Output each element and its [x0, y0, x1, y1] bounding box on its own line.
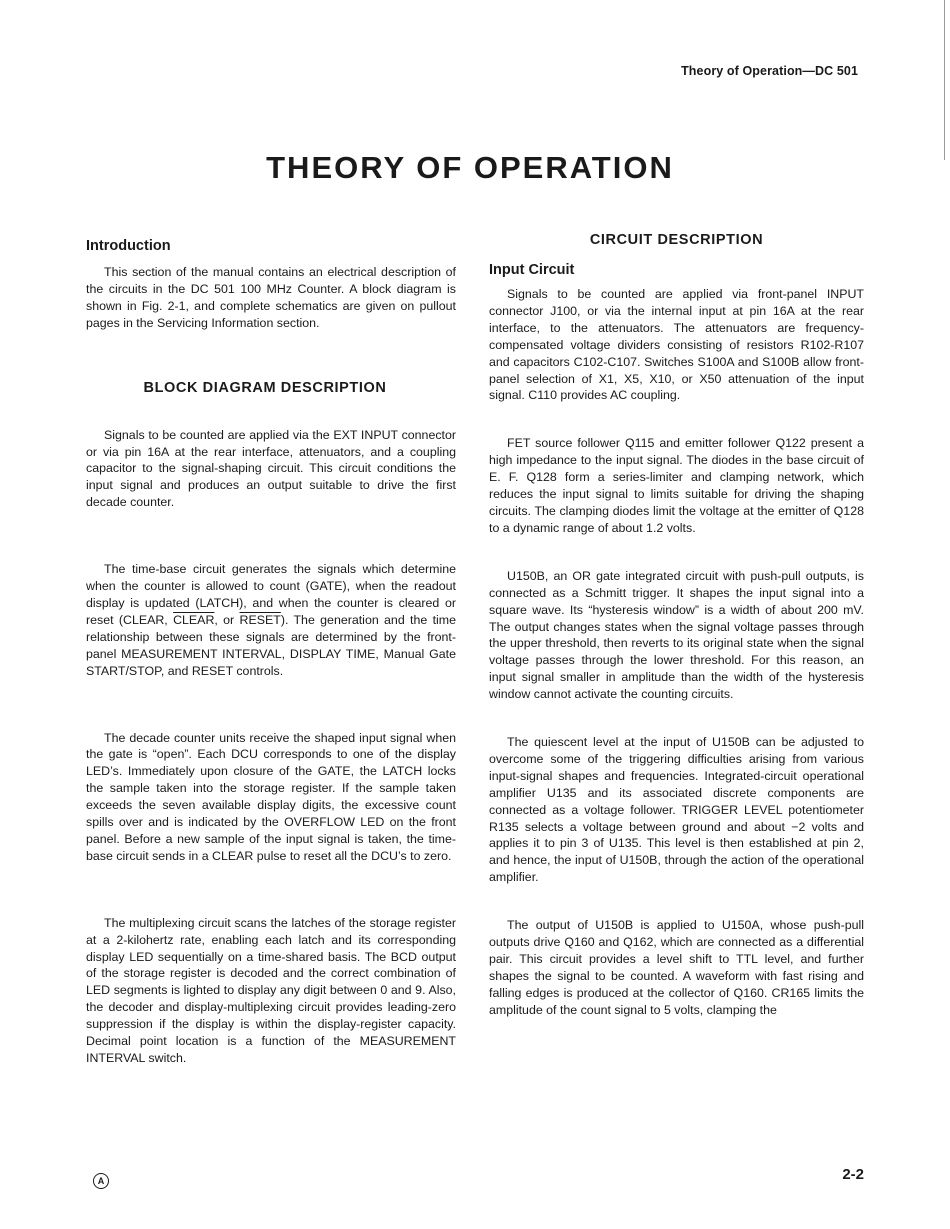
input-circuit-heading: Input Circuit	[489, 262, 575, 278]
clear-bar-signal: CLEAR	[173, 612, 215, 627]
input-paragraph-4: The quiescent level at the input of U150B can be adjusted to overcome some of the triggering difficulties arising from various input-signal shapes and frequencies. Integrated-circuit operational amplifier U135 and its associated discrete components are connected as a voltage follower. TRIGGER LEVEL potentiometer R135 selects a voltage between ground and about −2 volts and applies it to pin 3 of U135. This level is then established at pin 2, and hence, the input of U150B, through the action of the operational amplifier.	[489, 735, 864, 885]
block-paragraph-1: Signals to be counted are applied via the EXT INPUT connector or via pin 16A at the rear interface, attenuators, and a coupling capacitor to the signal-shaping circuit. This circuit conditions the input signal and produces an output suitable to drive the first decade counter.	[86, 427, 456, 510]
publisher-logo: A	[93, 1173, 109, 1189]
running-head: Theory of Operation—DC 501	[681, 64, 858, 78]
block-paragraph-2-part-c: ). The generation and the time relationship between these signals are determined by the front-panel MEASUREMENT INTERVAL, DISPLAY TIME, Manual Gate START/STOP, and RESET controls.	[86, 612, 456, 678]
introduction-paragraph: This section of the manual contains an electrical description of the circuits in the DC 501 100 MHz Counter. A block diagram is shown in Fig. 2-1, and complete schematics are given on pullout pages in the Servicing Information section.	[86, 265, 456, 330]
block-paragraph-2	[86, 561, 456, 679]
block-diagram-heading: BLOCK DIAGRAM DESCRIPTION	[143, 379, 387, 396]
block-paragraph-3: The decade counter units receive the shaped input signal when the gate is “open”. Each DCU corresponds to one of the display LED’s. Immediately upon closure of the GATE, the LATCH locks the sample taken into the storage register. If the sample taken exceeds the seven available display digits, the excessive count spills over and is indicated by the OVERFLOW LED on the front panel. Before a new sample of the input signal is taken, the time-base circuit sends in a CLEAR pulse to reset all the DCU’s to zero.	[86, 730, 456, 863]
left-column	[86, 232, 456, 1067]
circuit-description-heading: CIRCUIT DESCRIPTION	[589, 232, 764, 248]
input-paragraph-2: FET source follower Q115 and emitter follower Q122 present a high impedance to the input signal. The diodes in the base circuit of E. F. Q128 form a series-limiter and clamping network, which reduces the input signal to limits suitable for driving the shaping circuits. The clamping diodes limit the voltage at the emitter of Q128 to a dynamic range of about 1.2 volts.	[489, 436, 864, 535]
input-paragraph-1: Signals to be counted are applied via front-panel INPUT connector J100, or via the internal input at pin 16A at the rear interface, to the attenuators. The attenuators are frequency-compensated voltage dividers consisting of resistors R102-R107 and capacitors C102-C107. Switches S100A and S100B allow front-panel selection of X1, X5, X10, or X50 attenuation of the input signal. C110 provides AC coupling.	[489, 287, 864, 403]
introduction-heading: Introduction	[86, 238, 171, 254]
page-title: THEORY OF OPERATION	[266, 150, 674, 185]
block-paragraph-4: The multiplexing circuit scans the latches of the storage register at a 2-kilohertz rate, enabling each latch and its corresponding display LED sequentially on a time-shared basis. The BCD output of the storage register is decoded and the correct combination of LED segments is lighted to display any digit between 0 and 9. Also, the decoder and display-multiplexing circuit provides leading-zero suppression if the display is within the display-register capacity. Decimal point location is a function of the MEASUREMENT INTERVAL switch.	[86, 915, 456, 1065]
input-paragraph-5: The output of U150B is applied to U150A, whose push-pull outputs drive Q160 and Q162, which are connected as a differential pair. This circuit provides a level shift to TTL level, and further shapes the signal to be counted. A waveform with fast rising and falling edges is produced at the collector of Q160. CR165 limits the amplitude of the count signal to 5 volts, clamping the	[489, 918, 864, 1017]
input-paragraph-3: U150B, an OR gate integrated circuit with push-pull outputs, is connected as a Schmitt trigger. It shapes the input signal into a square wave. Its “hysteresis window” is a width of about 200 mV. The output changes states when the signal voltage passes through the upper threshold, then reverts to its original state when the signal voltage passes through the lower threshold. For this reason, an input signal smaller in amplitude than the width of the hysteresis window cannot activate the counting circuits.	[489, 568, 864, 702]
page-edge-line	[944, 0, 945, 160]
right-column	[489, 232, 864, 1019]
block-paragraph-2-part-a: The time-base circuit generates the signals which determine when the counter is allowed to count (GATE), when the readout display is updated (LATCH), and when the counter is cleared or reset (CLEAR,	[86, 562, 456, 627]
block-paragraph-2-part-b: , or	[214, 612, 240, 627]
reset-bar-signal: RESET	[239, 612, 281, 627]
page-number: 2-2	[842, 1166, 864, 1183]
